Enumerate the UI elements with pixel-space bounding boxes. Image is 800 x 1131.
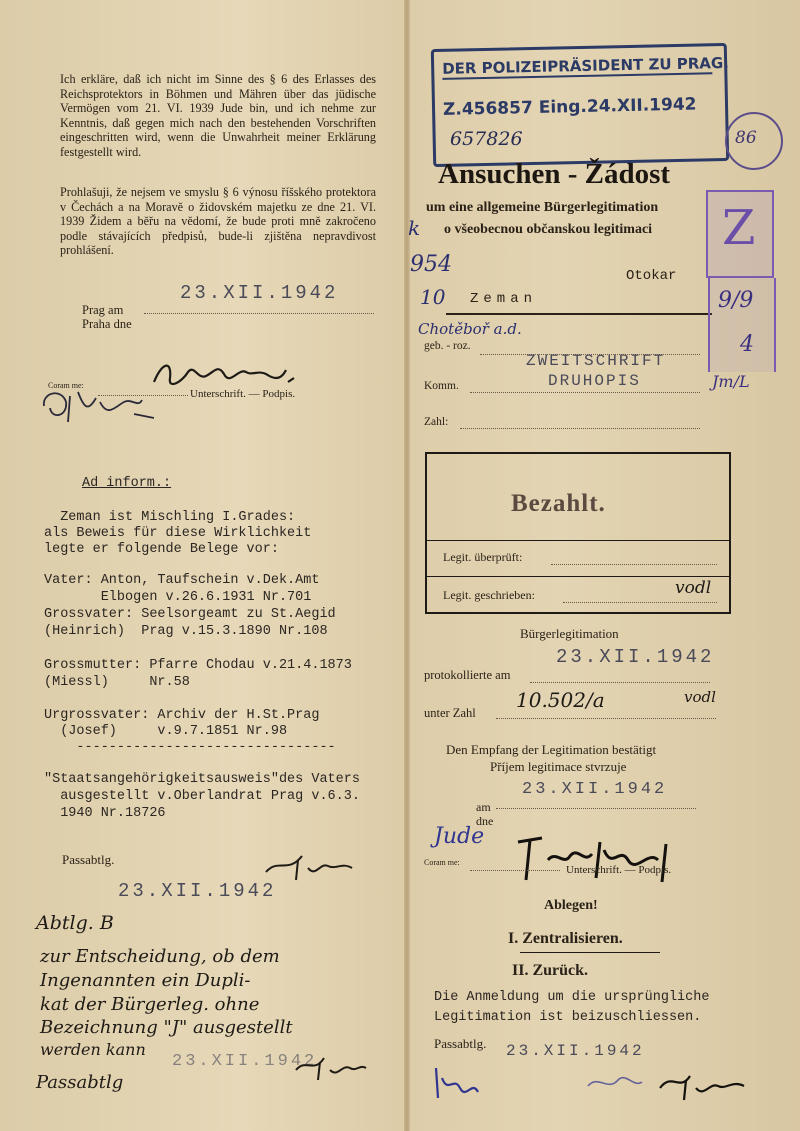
- passabtlg-right-date: 23.XII.1942: [506, 1042, 645, 1060]
- declaration-czech: Prohlašuji, že nejsem ve smyslu § 6 výnosu říšského protektora v Čechách a na Moravě o židovském majetku ze dne 21. VI. 1939 Židem a běřu na vědomí, že bude proti mně zakročeno podle stávajících předpisů, bude-li zjištěna nepravdivost prohlášení.: [60, 185, 376, 258]
- protokolliert-date-stamp: 23.XII.1942: [556, 646, 715, 668]
- typed-separator: --------------------------------: [44, 740, 336, 755]
- empfang-date-stamp: 23.XII.1942: [522, 780, 668, 799]
- typed-line: (Miessl) Nr.58: [44, 675, 190, 690]
- place-cz: Praha dne: [82, 317, 132, 331]
- typed-line: (Josef) v.9.7.1851 Nr.98: [44, 724, 288, 739]
- z-box: [706, 190, 774, 278]
- ablegen-label: Ablegen!: [544, 898, 598, 913]
- handwritten-note-line: kat der Bürgerleg. ohne: [40, 994, 260, 1015]
- date-stamp: 23.XII.1942: [180, 282, 339, 304]
- hand-954: 954: [410, 252, 452, 277]
- margin-mark-k: k: [408, 216, 421, 240]
- bottom-date-stamp: 23.XII.1942: [172, 1052, 318, 1071]
- circle-number: 86: [735, 128, 757, 148]
- margin-number: 4: [740, 332, 754, 357]
- police-stamp-title: DER POLIZEIPRÄSIDENT ZU PRAG.: [442, 53, 730, 78]
- bottom-hand-passabtlg: Passabtlg: [36, 1072, 124, 1093]
- handwritten-note-line: Abtlg. B: [36, 912, 114, 934]
- geb-label: geb. - roz.: [424, 340, 471, 352]
- margin-number: Jm/L: [712, 372, 750, 391]
- bezahlt-stamp: Bezahlt.: [511, 490, 606, 517]
- legit-written-hand: vodl: [675, 578, 712, 598]
- passabtlg-label: Passabtlg.: [62, 852, 115, 867]
- legit-checked-label: Legit. überprüft:: [443, 550, 523, 564]
- surname: Zeman: [470, 291, 538, 307]
- signature-label-right: Unterschrift. — Podpis.: [566, 864, 672, 876]
- place-de: Prag am: [82, 303, 124, 317]
- dne-label: dne: [476, 814, 494, 828]
- bottom-signatures: [428, 1058, 758, 1106]
- coram-label: Coram me:: [48, 381, 84, 390]
- typed-line: Vater: Anton, Taufschein v.Dek.Amt: [44, 573, 320, 588]
- zahl-label: Zahl:: [424, 416, 449, 428]
- zurueck-label: II. Zurück.: [512, 962, 589, 979]
- handwritten-note-line: werden kann: [40, 1040, 146, 1059]
- typed-line: als Beweis für diese Wirklichkeit: [44, 526, 312, 541]
- typed-line: "Staatsangehörigkeitsausweis"des Vaters: [44, 772, 360, 787]
- coram-label-right: Coram me:: [424, 858, 460, 867]
- payment-box: [425, 452, 731, 614]
- page-fold: [404, 0, 410, 1131]
- legit-written-label: Legit. geschrieben:: [443, 588, 535, 602]
- margin-number: 9/9: [718, 288, 754, 313]
- recipient-signature: [508, 820, 688, 890]
- passabtlg-date-stamp: 23.XII.1942: [118, 880, 277, 902]
- declaration-german: Ich erkläre, daß ich nicht im Sinne des § 6 des Erlasses des Reichsprotektors in Böhmen und Mähren über das jüdische Vermögen vom 21. VI. 1939 Jude bin, und ich nehme zur Kenntnis, daß gegen mich nach den bestehenden Vorschriften eingeschritten wird, wenn die Unwahrheit meiner Erklärung festgestellt wird.: [60, 72, 376, 159]
- form-subtitle-cz: o všeobecnou občanskou legitimaci: [444, 222, 653, 237]
- police-stamp-number: Z.456857 Eing.24.XII.1942: [442, 94, 697, 120]
- typed-line: Elbogen v.26.6.1931 Nr.701: [44, 590, 312, 605]
- typed-line: legte er folgende Belege vor:: [44, 542, 279, 557]
- handwritten-note-line: Bezeichnung "J" ausgestellt: [40, 1017, 293, 1038]
- typed-line: Zeman ist Mischling I.Grades:: [44, 510, 296, 525]
- hand-10: 10: [420, 285, 446, 309]
- komm-label: Komm.: [424, 380, 459, 392]
- bottom-signature: [290, 1044, 370, 1084]
- am-label: am: [476, 800, 491, 814]
- typed-line: Grossmutter: Pfarre Chodau v.21.4.1873: [44, 658, 352, 673]
- form-title: Ansuchen - Žádost: [438, 158, 671, 190]
- hand-margin-note: Chotěboř a.d.: [418, 320, 522, 338]
- first-name: Otokar: [626, 268, 677, 284]
- ad-inform-heading: Ad inform.:: [82, 476, 172, 491]
- typed-note-line: Die Anmeldung um die ursprüngliche: [434, 990, 710, 1005]
- zentral-underline: [520, 952, 660, 953]
- typed-note-line: Legitimation ist beizuschliessen.: [434, 1010, 702, 1025]
- duplicate-stamp-de: ZWEITSCHRIFT: [526, 352, 666, 370]
- typed-line: 1940 Nr.18726: [44, 806, 166, 821]
- unter-zahl-label: unter Zahl: [424, 706, 476, 720]
- typed-line: ausgestellt v.Oberlandrat Prag v.6.3.: [44, 789, 360, 804]
- zentralisieren-label: I. Zentralisieren.: [508, 930, 623, 947]
- handwritten-note-line: zur Entscheidung, ob dem: [40, 946, 280, 967]
- name-line: [446, 313, 712, 315]
- hand-number: 657826: [450, 128, 523, 150]
- protokolliert-label: protokollierte am: [424, 668, 511, 682]
- typed-line: Grossvater: Seelsorgeamt zu St.Aegid: [44, 607, 336, 622]
- official-signature: [38, 378, 168, 430]
- passabtlg-right-label: Passabtlg.: [434, 1036, 487, 1051]
- jude-handwriting: Jude: [434, 824, 485, 849]
- empfang-cz: Příjem legitimace stvrzuje: [490, 759, 627, 774]
- circle-mark: [725, 112, 783, 170]
- handwritten-note-line: Ingenannten ein Dupli-: [40, 970, 251, 991]
- unter-zahl-hand2: vodl: [684, 688, 716, 706]
- unter-zahl-hand: 10.502/a: [516, 688, 605, 712]
- buergerlegitimation-label: Bürgerlegitimation: [520, 626, 619, 641]
- duplicate-stamp-cz: DRUHOPIS: [548, 372, 641, 390]
- form-subtitle-de: um eine allgemeine Bürgerlegitimation: [426, 200, 659, 215]
- z-letter: Z: [722, 200, 756, 256]
- typed-line: Urgrossvater: Archiv der H.St.Prag: [44, 708, 320, 723]
- empfang-de: Den Empfang der Legitimation bestätigt: [446, 742, 657, 757]
- typed-line: (Heinrich) Prag v.15.3.1890 Nr.108: [44, 624, 328, 639]
- signature-label: Unterschrift. — Podpis.: [190, 388, 296, 400]
